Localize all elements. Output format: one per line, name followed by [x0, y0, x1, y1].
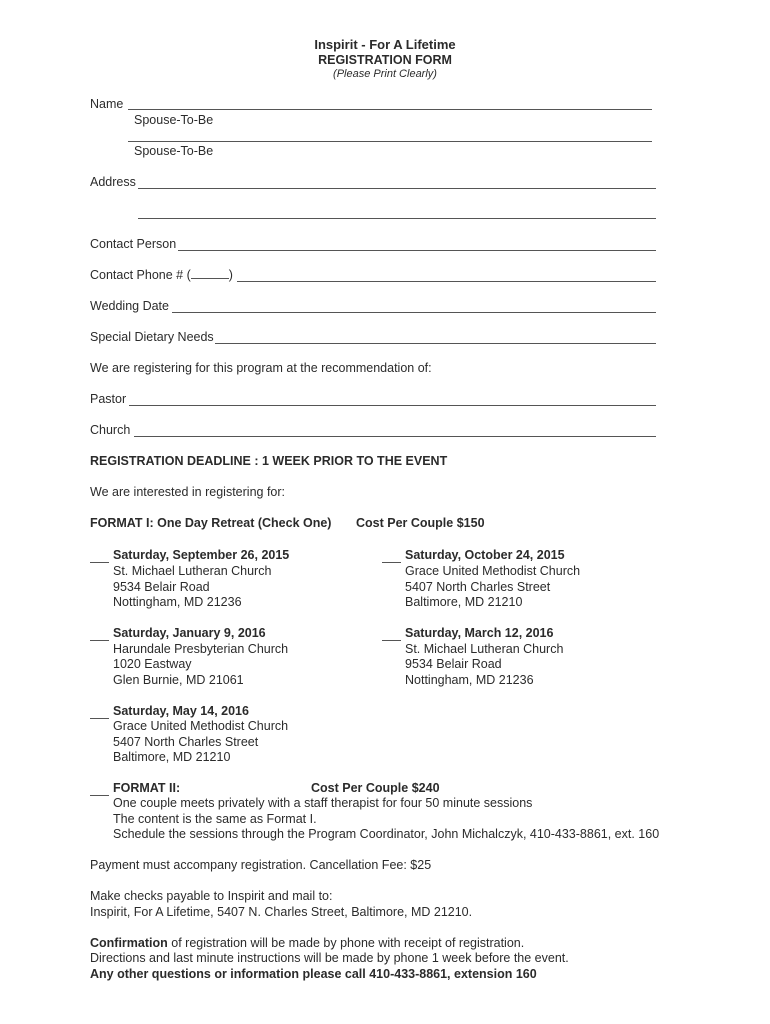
event-street: 5407 North Charles Street: [113, 735, 259, 749]
event-place: Grace United Methodist Church: [405, 564, 581, 578]
event-date: Saturday, September 26, 2015: [113, 548, 290, 562]
event-city: Nottingham, MD 21236: [405, 673, 534, 687]
event-city: Baltimore, MD 21210: [113, 750, 231, 764]
name-label: Name: [90, 97, 124, 111]
checks-line1: Make checks payable to Inspirit and mail to:: [90, 889, 333, 903]
wedding-date-field[interactable]: [172, 312, 656, 313]
interested-text: We are interested in registering for:: [90, 485, 286, 499]
event-checkbox-mar12[interactable]: [382, 640, 401, 641]
format2-line3: Schedule the sessions through the Program Coordinator, John Michalczyk, 410-433-8861, ext. 160: [113, 827, 660, 841]
confirmation-line1: [90, 936, 524, 950]
wedding-date-label: Wedding Date: [90, 299, 169, 313]
confirmation-label: Confirmation: [90, 936, 168, 950]
event-street: 9534 Belair Road: [405, 657, 502, 671]
event-city: Nottingham, MD 21236: [113, 595, 242, 609]
contact-phone-prefix: Contact Phone # (: [90, 268, 191, 282]
format2-checkbox[interactable]: [90, 795, 109, 796]
event-street: 1020 Eastway: [113, 657, 192, 671]
event-place: St. Michael Lutheran Church: [113, 564, 272, 578]
recommendation-text: We are registering for this program at the recommendation of:: [90, 361, 432, 375]
area-code-field[interactable]: [191, 278, 229, 279]
dietary-label: Special Dietary Needs: [90, 330, 214, 344]
event-place: St. Michael Lutheran Church: [405, 642, 564, 656]
event-date: Saturday, March 12, 2016: [405, 626, 554, 640]
event-date: Saturday, January 9, 2016: [113, 626, 266, 640]
dietary-field[interactable]: [215, 343, 656, 344]
church-label: Church: [90, 423, 131, 437]
event-checkbox-may14[interactable]: [90, 718, 109, 719]
format2-cost: Cost Per Couple $240: [311, 781, 440, 795]
address-label: Address: [90, 175, 136, 189]
contact-person-field[interactable]: [178, 250, 656, 251]
print-note: (Please Print Clearly): [333, 68, 437, 80]
pastor-label: Pastor: [90, 392, 127, 406]
address-field-2[interactable]: [138, 218, 656, 219]
event-checkbox-sep26[interactable]: [90, 562, 109, 563]
event-city: Glen Burnie, MD 21061: [113, 673, 244, 687]
event-date: Saturday, May 14, 2016: [113, 704, 249, 718]
spouse-field-1[interactable]: [128, 141, 652, 142]
address-field-1[interactable]: [138, 188, 656, 189]
contact-phone-field[interactable]: [237, 281, 656, 282]
contact-phone-label: [90, 268, 233, 282]
form-subtitle: REGISTRATION FORM: [318, 53, 452, 67]
format2-title: FORMAT II:: [113, 781, 181, 795]
form-title: Inspirit - For A Lifetime: [314, 37, 456, 52]
event-checkbox-oct24[interactable]: [382, 562, 401, 563]
format1-cost: Cost Per Couple $150: [356, 516, 485, 530]
event-place: Grace United Methodist Church: [113, 719, 289, 733]
payment-text: Payment must accompany registration. Cancellation Fee: $25: [90, 858, 432, 872]
event-checkbox-jan9[interactable]: [90, 640, 109, 641]
registration-deadline: REGISTRATION DEADLINE : 1 WEEK PRIOR TO THE EVENT: [90, 454, 448, 468]
church-field[interactable]: [134, 436, 656, 437]
contact-person-label: Contact Person: [90, 237, 177, 251]
format1-title: FORMAT I: One Day Retreat (Check One): [90, 516, 332, 530]
confirmation-rest: of registration will be made by phone with receipt of registration.: [167, 936, 525, 950]
name-field[interactable]: [128, 109, 652, 110]
event-place: Harundale Presbyterian Church: [113, 642, 289, 656]
spouse-label-2: Spouse-To-Be: [134, 144, 214, 158]
confirmation-line2: Directions and last minute instructions will be made by phone 1 week before the event.: [90, 951, 569, 965]
spouse-label-1: Spouse-To-Be: [134, 113, 214, 127]
event-street: 9534 Belair Road: [113, 580, 210, 594]
contact-phone-paren: ): [228, 268, 233, 282]
confirmation-line3: Any other questions or information please call 410-433-8861, extension 160: [90, 967, 537, 981]
event-date: Saturday, October 24, 2015: [405, 548, 565, 562]
format2-line2: The content is the same as Format I.: [113, 812, 317, 826]
pastor-field[interactable]: [129, 405, 656, 406]
format2-line1: One couple meets privately with a staff therapist for four 50 minute sessions: [113, 796, 533, 810]
event-city: Baltimore, MD 21210: [405, 595, 523, 609]
checks-line2: Inspirit, For A Lifetime, 5407 N. Charles Street, Baltimore, MD 21210.: [90, 905, 473, 919]
event-street: 5407 North Charles Street: [405, 580, 551, 594]
